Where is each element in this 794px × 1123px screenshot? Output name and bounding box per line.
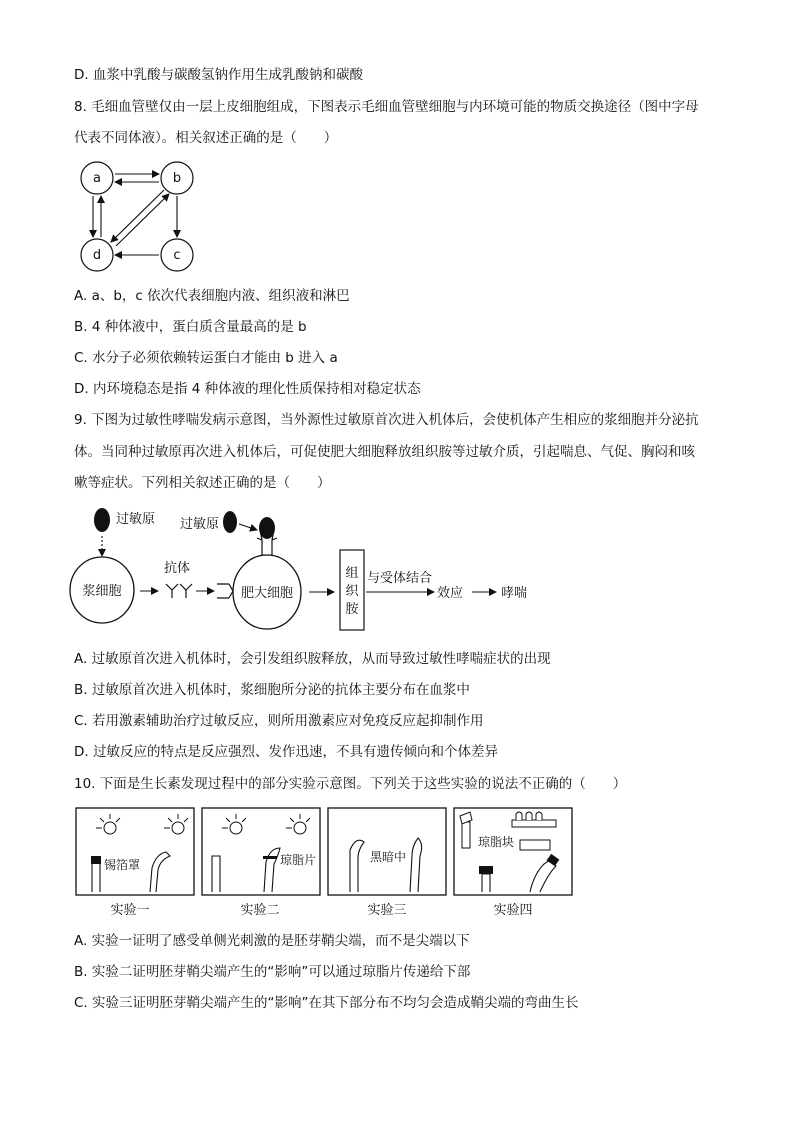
coleoptile-decapitated xyxy=(212,856,220,892)
q8-option-d: D. 内环境稳态是指 4 种体液的理化性质保持相对稳定状态 xyxy=(74,381,421,397)
effect-label: 效应 xyxy=(437,586,464,601)
q10-option-c: C. 实验三证明胚芽鞘尖端产生的“影响”在其下部分布不均匀会造成鞘尖端的弯曲生长 xyxy=(74,995,579,1011)
q9-stem-line2: 体。当同种过敏原再次进入机体后，可促使肥大细胞释放组织胺等过敏介质，引起喘息、气促、胸闷和咳 xyxy=(74,444,695,460)
experiment-3-label: 实验三 xyxy=(367,903,407,918)
svg-text:d: d xyxy=(92,248,102,263)
plasma-cell-label: 浆细胞 xyxy=(82,584,122,599)
q8-option-a: A. a、b，c 依次代表细胞内液、组织液和淋巴 xyxy=(74,288,350,304)
q10-stem: 10. 下面是生长素发现过程中的部分实验示意图。下列关于这些实验的说法不正确的（ ） xyxy=(74,776,627,792)
agar-sheet-label: 琼脂片 xyxy=(280,853,317,867)
node-c xyxy=(161,239,193,271)
histamine-char-2: 织 xyxy=(345,584,359,599)
allergen-particle-2 xyxy=(223,511,237,533)
experiment-3-panel xyxy=(328,808,446,895)
receptor-binding-label: 与受体结合 xyxy=(367,571,433,586)
cut-coleoptile xyxy=(462,822,470,848)
foil-cap-label: 锡箔罩 xyxy=(104,858,141,872)
agar-block-icon xyxy=(520,840,550,850)
agar-block-label: 琼脂块 xyxy=(478,835,515,849)
antibody-icon xyxy=(166,584,192,598)
experiment-1-label: 实验一 xyxy=(110,903,150,918)
histamine-char-3: 胺 xyxy=(345,602,359,617)
arrow-d-to-b xyxy=(116,194,169,246)
experiment-1-panel xyxy=(76,808,194,895)
node-a xyxy=(81,162,113,194)
q9-allergic-asthma-diagram xyxy=(66,500,546,635)
node-d xyxy=(81,239,113,271)
q8-stem-line2: 代表不同体液）。相关叙述正确的是（ ） xyxy=(74,130,338,146)
arrow-allergen2-to-mast xyxy=(239,524,257,530)
q10-auxin-experiments-diagram xyxy=(74,806,574,921)
histamine-char-1: 组 xyxy=(345,566,359,581)
antibody-label: 抗体 xyxy=(164,561,191,576)
allergen-particle xyxy=(94,508,110,532)
svg-text:b: b xyxy=(172,171,182,186)
q9-option-b: B. 过敏原首次进入机体时，浆细胞所分泌的抗体主要分布在血浆中 xyxy=(74,682,470,698)
arrow-b-to-d xyxy=(111,190,164,242)
svg-text:a: a xyxy=(93,171,101,186)
experiment-4-label: 实验四 xyxy=(493,903,533,918)
q8-option-b: B. 4 种体液中，蛋白质含量最高的是 b xyxy=(74,319,307,335)
agar-sheet-icon xyxy=(263,856,277,859)
allergen-label-1: 过敏原 xyxy=(116,512,156,527)
q7-option-d: D. 血浆中乳酸与碳酸氢钠作用生成乳酸钠和碳酸 xyxy=(74,67,363,83)
q9-stem-line1: 9. 下图为过敏性哮喘发病示意图，当外源性过敏原首次进入机体后，会使机体产生相应的浆细胞并分泌抗 xyxy=(74,412,699,428)
q9-option-d: D. 过敏反应的特点是反应强烈、发作迅速，不具有遗传倾向和个体差异 xyxy=(74,744,498,760)
coleoptile-straight xyxy=(482,874,490,892)
q8-option-c: C. 水分子必须依赖转运蛋白才能由 b 进入 a xyxy=(74,350,338,366)
asthma-label: 哮喘 xyxy=(501,586,528,601)
allergen-label-2: 过敏原 xyxy=(180,517,220,532)
q9-option-a: A. 过敏原首次进入机体时，会引发组织胺释放，从而导致过敏性哮喘症状的出现 xyxy=(74,651,551,667)
q9-stem-line3: 嗽等症状。下列相关叙述正确的是（ ） xyxy=(74,475,331,491)
svg-text:c: c xyxy=(173,248,181,263)
agar-block-on-stem xyxy=(479,866,493,874)
experiment-4-panel xyxy=(454,808,572,895)
node-b xyxy=(161,162,193,194)
q10-option-a: A. 实验一证明了感受单侧光刺激的是胚芽鞘尖端，而不是尖端以下 xyxy=(74,933,470,949)
experiment-2-label: 实验二 xyxy=(240,903,280,918)
q10-option-b: B. 实验二证明胚芽鞘尖端产生的“影响”可以通过琼脂片传递给下部 xyxy=(74,964,471,980)
darkness-label: 黑暗中 xyxy=(370,850,407,864)
q8-stem-line1: 8. 毛细血管壁仅由一层上皮细胞组成，下图表示毛细血管壁细胞与内环境可能的物质交换途径（图中字母 xyxy=(74,99,699,115)
q8-body-fluid-diagram xyxy=(76,158,200,274)
experiment-2-panel xyxy=(202,808,320,895)
foil-cap-icon xyxy=(91,856,101,864)
mast-cell-label: 肥大细胞 xyxy=(240,586,294,601)
q9-option-c: C. 若用激素辅助治疗过敏反应，则所用激素应对免疫反应起抑制作用 xyxy=(74,713,484,729)
